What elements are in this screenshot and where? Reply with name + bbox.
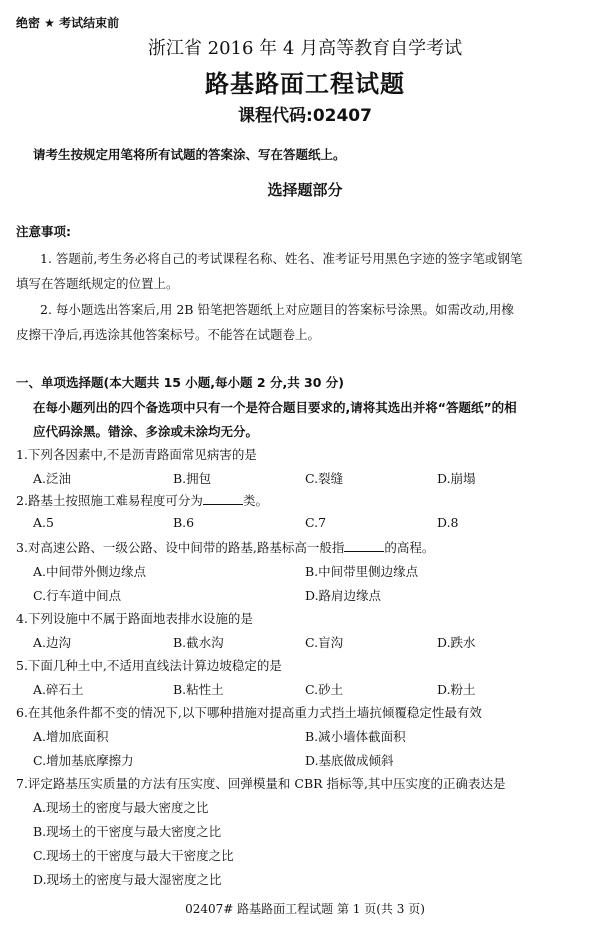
- question-1-stem: 1.下列各因素中,不是沥青路面常见病害的是: [16, 447, 257, 462]
- question-4-option-b: B.截水沟: [173, 635, 224, 650]
- question-7-option-b: B.现场土的干密度与最大密度之比: [33, 824, 222, 839]
- question-2-option-a: A.5: [33, 515, 54, 530]
- question-4-stem: 4.下列设施中不属于路面地表排水设施的是: [16, 611, 253, 626]
- note-1-line-2: 填写在答题纸规定的位置上。: [16, 276, 179, 291]
- question-3-option-d: D.路肩边缘点: [305, 588, 382, 603]
- question-2-option-d: D.8: [437, 515, 459, 530]
- question-7-stem: 7.评定路基压实质量的方法有压实度、回弹模量和 CBR 指标等,其中压实度的正确表达是: [16, 776, 506, 791]
- question-4-option-a: A.边沟: [33, 635, 72, 650]
- question-7-option-c: C.现场土的干密度与最大干密度之比: [33, 848, 234, 863]
- question-4-option-c: C.盲沟: [305, 635, 344, 650]
- answer-blank: [203, 493, 243, 505]
- question-5-option-b: B.粘性土: [173, 682, 224, 697]
- general-instruction: 请考生按规定用笔将所有试题的答案涂、写在答题纸上。: [33, 147, 346, 162]
- question-6-stem: 6.在其他条件都不变的情况下,以下哪种措施对提高重力式挡土墙抗倾覆稳定性最有效: [16, 705, 482, 720]
- answer-blank: [344, 540, 384, 552]
- note-2-line-1: 2. 每小题选出答案后,用 2B 铅笔把答题纸上对应题目的答案标号涂黑。如需改动,用橡: [40, 302, 514, 317]
- question-1-option-a: A.泛油: [33, 471, 72, 486]
- notes-heading: 注意事项:: [16, 224, 71, 239]
- question-7-option-d: D.现场土的密度与最大湿密度之比: [33, 872, 222, 887]
- question-6-option-c: C.增加基底摩擦力: [33, 753, 134, 768]
- question-7-option-a: A.现场土的密度与最大密度之比: [33, 800, 209, 815]
- question-3-stem-after: 的高程。: [384, 540, 435, 555]
- question-3-stem-before: 3.对高速公路、一级公路、设中间带的路基,路基标高一般指: [16, 540, 345, 555]
- question-3-stem: [16, 538, 434, 556]
- note-1-line-1: 1. 答题前,考生务必将自己的考试课程名称、姓名、准考证号用黑色字迹的签字笔或钢笔: [40, 251, 523, 266]
- note-2-line-2: 皮擦干净后,再选涂其他答案标号。不能答在试题卷上。: [16, 327, 320, 342]
- question-3-option-b: B.中间带里侧边缘点: [305, 564, 419, 579]
- question-2-stem-before: 2.路基土按照施工难易程度可分为: [16, 493, 203, 508]
- question-4-option-d: D.跌水: [437, 635, 476, 650]
- question-2-option-c: C.7: [305, 515, 327, 530]
- question-5-stem: 5.下面几种土中,不适用直线法计算边坡稳定的是: [16, 658, 282, 673]
- question-3-option-c: C.行车道中间点: [33, 588, 122, 603]
- question-1-option-d: D.崩塌: [437, 471, 476, 486]
- section-desc-line-2: 应代码涂黑。错涂、多涂或未涂均无分。: [33, 424, 259, 439]
- page-footer: 02407# 路基路面工程试题 第 1 页(共 3 页): [185, 902, 425, 916]
- course-code: 课程代码:02407: [238, 106, 372, 126]
- question-6-option-a: A.增加底面积: [33, 729, 109, 744]
- question-2-option-b: B.6: [173, 515, 195, 530]
- question-6-option-d: D.基底做成倾斜: [305, 753, 394, 768]
- question-2-stem: [16, 491, 268, 509]
- secret-label: 绝密 ★ 考试结束前: [16, 16, 120, 30]
- exam-title: 浙江省 2016 年 4 月高等教育自学考试: [147, 38, 463, 59]
- subject-title: 路基路面工程试题: [205, 70, 405, 98]
- question-5-option-c: C.砂土: [305, 682, 344, 697]
- question-5-option-d: D.粉土: [437, 682, 476, 697]
- question-1-option-b: B.拥包: [173, 471, 212, 486]
- question-6-option-b: B.减小墙体截面积: [305, 729, 406, 744]
- section-desc-line-1: 在每小题列出的四个备选项中只有一个是符合题目要求的,请将其选出并将“答题纸”的相: [33, 400, 517, 415]
- question-2-stem-after: 类。: [242, 493, 268, 508]
- part-title: 选择题部分: [267, 181, 343, 199]
- question-1-option-c: C.裂缝: [305, 471, 344, 486]
- section-heading: 一、单项选择题(本大题共 15 小题,每小题 2 分,共 30 分): [16, 375, 345, 390]
- question-3-option-a: A.中间带外侧边缘点: [33, 564, 147, 579]
- question-5-option-a: A.碎石土: [33, 682, 84, 697]
